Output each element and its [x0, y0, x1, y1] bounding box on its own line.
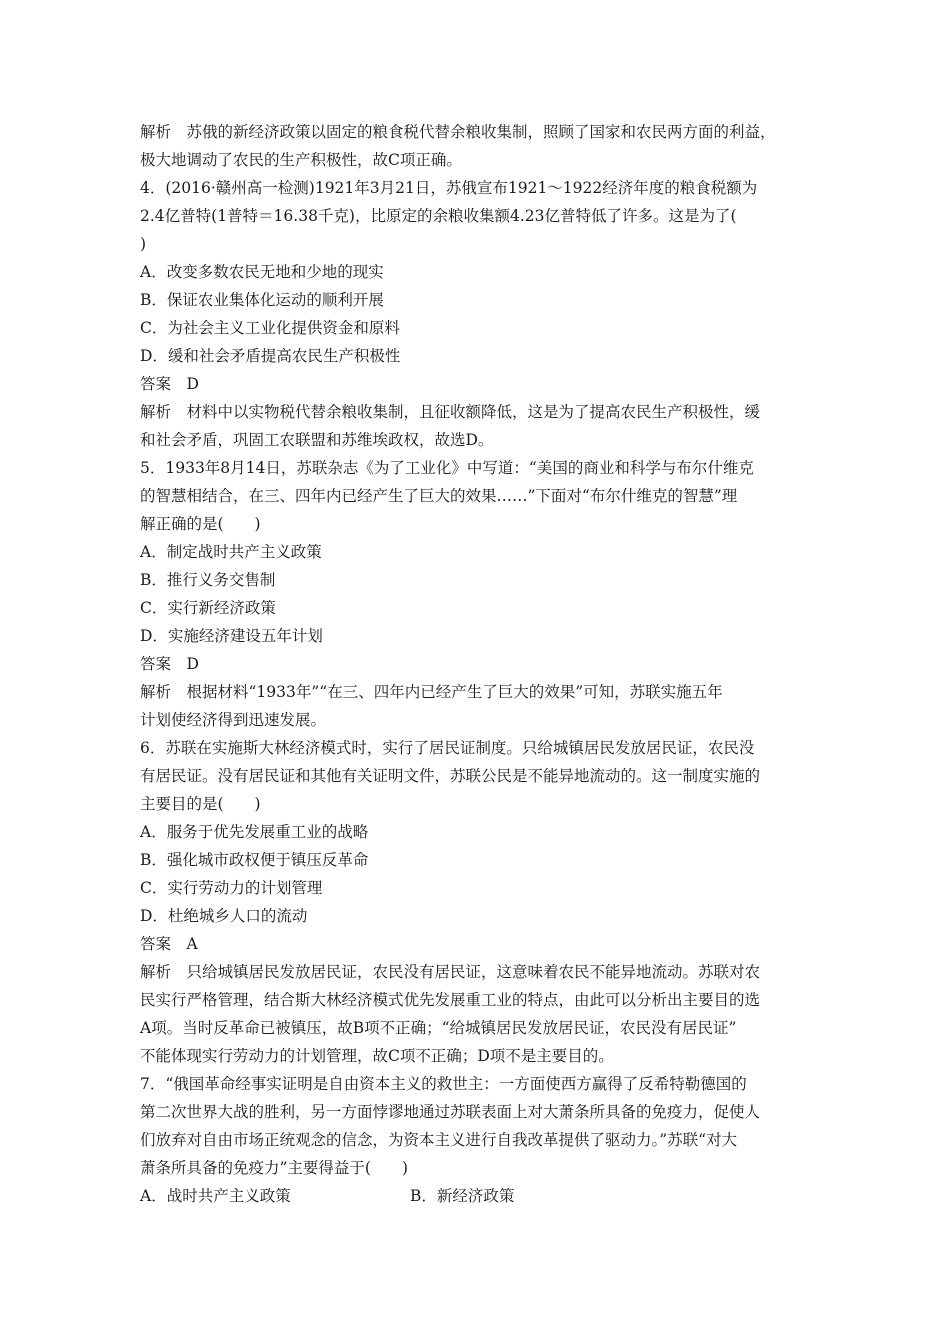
q4-stem-line-2: 2.4亿普特(1普特＝16.38千克)，比原定的余粮收集额4.23亿普特低了许多。这是为了(: [140, 207, 737, 225]
q5-option-a: A．制定战时共产主义政策: [140, 543, 322, 561]
q6-stem-line-2: 有居民证。没有居民证和其他有关证明文件，苏联公民是不能异地流动的。这一制度实施的: [140, 767, 761, 785]
q6-option-b: B．强化城市政权便于镇压反革命: [140, 851, 369, 869]
q5-stem-line-3: 解正确的是( ): [140, 515, 261, 533]
q5-option-c: C．实行新经济政策: [140, 599, 276, 617]
q4-answer: 答案 D: [140, 375, 199, 393]
q5-option-b: B．推行义务交售制: [140, 571, 276, 589]
q6-analysis-line-2: 民实行严格管理，结合斯大林经济模式优先发展重工业的特点，由此可以分析出主要目的选: [140, 991, 761, 1009]
q6-option-a: A．服务于优先发展重工业的战略: [140, 823, 369, 841]
q5-analysis-line-2: 计划使经济得到迅速发展。: [140, 711, 327, 729]
q4-option-a: A．改变多数农民无地和少地的现实: [140, 263, 384, 281]
q6-option-c: C．实行劳动力的计划管理: [140, 879, 323, 897]
q5-analysis-line-1: 解析 根据材料“1933年”“在三、四年内已经产生了巨大的效果”可知，苏联实施五年: [140, 683, 723, 701]
q6-answer: 答案 A: [140, 935, 198, 953]
q6-analysis-line-3: A项。当时反革命已被镇压，故B项不正确；“给城镇居民发放居民证，农民没有居民证”: [140, 1019, 737, 1037]
q7-stem-line-1: 7．“俄国革命经事实证明是自由资本主义的救世主：一方面使西方赢得了反希特勒德国的: [140, 1075, 747, 1093]
q6-stem-line-3: 主要目的是( ): [140, 795, 261, 813]
q3-analysis-line-2: 极大地调动了农民的生产积极性，故C项正确。: [140, 151, 462, 169]
q7-stem-line-3: 们放弃对自由市场正统观念的信念，为资本主义进行自我改革提供了驱动力。”苏联“对大: [140, 1131, 738, 1149]
q7-option-b: B．新经济政策: [410, 1187, 515, 1205]
q4-option-b: B．保证农业集体化运动的顺利开展: [140, 291, 384, 309]
q7-stem-line-2: 第二次世界大战的胜利，另一方面悖谬地通过苏联表面上对大萧条所具备的免疫力，促使人: [140, 1103, 761, 1121]
q5-answer: 答案 D: [140, 655, 199, 673]
q7-stem-line-4: 萧条所具备的免疫力”主要得益于( ): [140, 1159, 409, 1177]
q5-stem-line-1: 5．1933年8月14日，苏联杂志《为了工业化》中写道：“美国的商业和科学与布尔什维克: [140, 459, 754, 477]
q6-stem-line-1: 6．苏联在实施斯大林经济模式时，实行了居民证制度。只给城镇居民发放居民证，农民没: [140, 739, 755, 757]
q4-stem-line-3: ): [140, 235, 147, 253]
q4-stem-line-1: 4．(2016·赣州高一检测)1921年3月21日，苏俄宣布1921～1922经济年度的粮食税额为: [140, 179, 758, 197]
document-page: [140, 118, 825, 1210]
q7-options-row: [140, 1182, 825, 1210]
q6-analysis-line-4: 不能体现实行劳动力的计划管理，故C项不正确；D项不是主要目的。: [140, 1047, 614, 1065]
q4-option-c: C．为社会主义工业化提供资金和原料: [140, 319, 400, 337]
q3-analysis-line-1: 解析 苏俄的新经济政策以固定的粮食税代替余粮收集制，照顾了国家和农民两方面的利益，: [140, 123, 776, 141]
q4-analysis-line-1: 解析 材料中以实物税代替余粮收集制，且征收额降低，这是为了提高农民生产积极性，缓: [140, 403, 761, 421]
q6-analysis-line-1: 解析 只给城镇居民发放居民证，农民没有居民证，这意味着农民不能异地流动。苏联对农: [140, 963, 761, 981]
q5-stem-line-2: 的智慧相结合，在三、四年内已经产生了巨大的效果……”下面对“布尔什维克的智慧”理: [140, 487, 738, 505]
q6-option-d: D．杜绝城乡人口的流动: [140, 907, 308, 925]
q5-option-d: D．实施经济建设五年计划: [140, 627, 323, 645]
q4-analysis-line-2: 和社会矛盾，巩固工农联盟和苏维埃政权，故选D。: [140, 431, 494, 449]
q4-option-d: D．缓和社会矛盾提高农民生产积极性: [140, 347, 401, 365]
q7-option-a: A．战时共产主义政策: [140, 1187, 291, 1205]
